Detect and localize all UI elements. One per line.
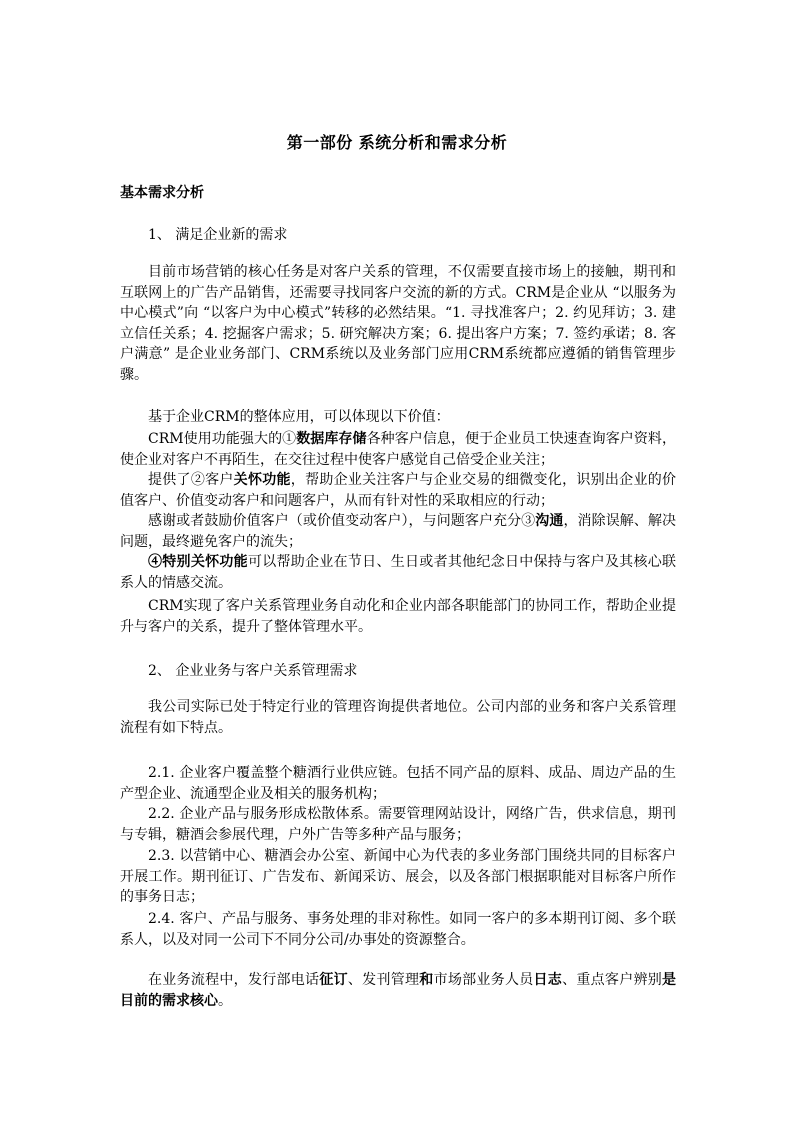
bold-text: 数据库存储 [296, 431, 367, 447]
text-run: 感谢或者鼓励价值客户（或价值变动客户），与问题客户充分③ [148, 513, 536, 529]
bold-text: 日志 [533, 972, 563, 988]
bold-text: 征订 [319, 972, 348, 988]
text-run: 可以帮助企业在节日、生日或者其他纪念日中保持与客户及其核心联系人的情感交流。 [120, 554, 677, 591]
text-run: 、重点客户辨别 [562, 972, 663, 988]
subsection-heading-1: 1、 满足企业新的需求 [148, 227, 288, 243]
paragraph-value-3 [120, 511, 676, 552]
subsection-heading-2: 2、 企业业务与客户关系管理需求 [148, 663, 358, 679]
paragraph-value-1 [120, 429, 676, 470]
paragraph-value-summary: CRM实现了客户关系管理业务自动化和企业内部各职能部门的协同工作，帮助企业提升与客户的关系，提升了整体管理水平。 [120, 598, 676, 635]
paragraph-feature-2-3: 2.3. 以营销中心、糖酒会办公室、新闻中心为代表的多业务部门围绕共同的目标客户开展工作。期刊征订、广告发布、新闻采访、展会，以及各部门根据职能对目标客户所作的事务日志； [120, 848, 676, 905]
page-title: 第一部份 系统分析和需求分析 [286, 133, 508, 152]
text-run: ，帮助企业关注客户与企业交易的细微变化，识别出企业的价值客户、价值变动客户和问题客户，从而有针对性的采取相应的行动； [120, 472, 677, 509]
paragraph-requirement-core [120, 970, 676, 1011]
paragraph-value-2 [120, 470, 676, 511]
paragraph-feature-2-2: 2.2. 企业产品与服务形成松散体系。需要管理网站设计，网络广告，供求信息，期刊与专辑，糖酒会参展代理，户外广告等多种产品与服务； [120, 806, 676, 843]
text-run: 。 [218, 992, 232, 1009]
bold-text: ④特别关怀功能 [148, 554, 248, 570]
paragraph-feature-2-4: 2.4. 客户、产品与服务、事务处理的非对称性。如同一客户的多本期刊订阅、多个联系人，以及对同一公司下不同分公司/办事处的资源整合。 [120, 911, 676, 948]
text-run: ，消除误解、解决问题，最终避免客户的流失； [120, 513, 677, 550]
section-heading: 基本需求分析 [120, 185, 204, 201]
paragraph-feature-2-1: 2.1. 企业客户覆盖整个糖酒行业供应链。包括不同产品的原料、成品、周边产品的生产型企业、流通型企业及相关的服务机构； [120, 765, 676, 802]
text-run: CRM使用功能强大的① [148, 431, 297, 447]
paragraph-value-intro: 基于企业CRM的整体应用，可以体现以下价值： [148, 409, 450, 425]
text-run: 、发刊管理 [347, 972, 420, 988]
paragraph-value-4 [120, 552, 676, 593]
paragraph-company-intro: 我公司实际已处于特定行业的管理咨询提供者地位。公司内部的业务和客户关系管理流程有如下特点。 [120, 699, 676, 736]
bold-text: 是目前的需求核心 [120, 972, 677, 1009]
bold-text: 和 [419, 972, 434, 988]
text-run: 在业务流程中，发行部电话 [148, 972, 320, 988]
paragraph-crm-intro: 目前市场营销的核心任务是对客户关系的管理，不仅需要直接市场上的接触，期刊和互联网上的广告产品销售，还需要寻找同客户交流的新的方式。CRM是企业从 “以服务为中心模式”向 “以客户为中心模式”转移的必然结果。“1. 寻找准客户；2. 约见拜访；3. 建立信任关系；4. 挖掘客户需求；5. 研究解决方案；6. 提出客户方案；7. 签约承诺；8. 客户满意” 是企业业务部门、CRM系统以及业务部门应用CRM系统都应遵循的销售管理步骤。 [120, 264, 676, 383]
text-run: 各种客户信息，便于企业员工快速查询客户资料，使企业对客户不再陌生，在交往过程中使客户感觉自己倍受企业关注； [120, 431, 677, 468]
bold-text: 关怀功能 [233, 472, 291, 488]
text-run: 市场部业务人员 [433, 972, 534, 988]
bold-text: 沟通 [535, 513, 564, 529]
text-run: 提供了②客户 [148, 472, 234, 488]
